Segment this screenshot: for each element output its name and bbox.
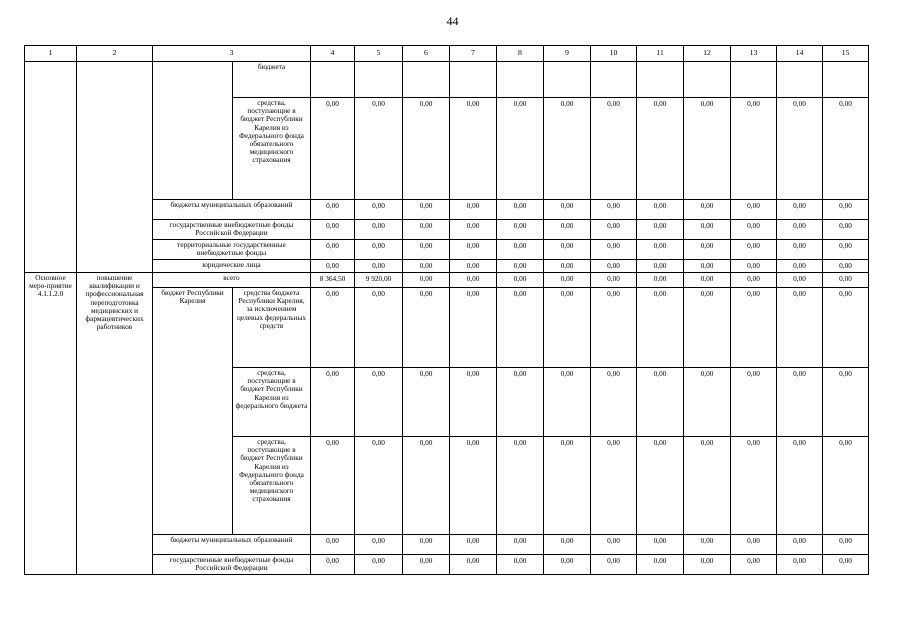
header-cell: 11 bbox=[637, 46, 684, 62]
value-cell: 0,00 bbox=[544, 240, 591, 260]
value-cell: 0,00 bbox=[637, 535, 684, 555]
name-cell: повышение квалификации и профессиональная переподготовка медицинских и фармацевтических работников bbox=[77, 273, 153, 575]
value-cell: 0,00 bbox=[497, 260, 544, 273]
value-cell: 0,00 bbox=[777, 437, 823, 535]
header-cell: 10 bbox=[591, 46, 637, 62]
header-cell: 13 bbox=[731, 46, 777, 62]
value-cell: 0,00 bbox=[637, 288, 684, 368]
value-cell: 0,00 bbox=[731, 260, 777, 273]
value-cell: 0,00 bbox=[450, 200, 497, 220]
value-cell bbox=[450, 62, 497, 98]
value-cell: 0,00 bbox=[355, 240, 403, 260]
value-cell: 0,00 bbox=[497, 98, 544, 200]
value-cell: 0,00 bbox=[403, 368, 450, 437]
header-cell: 15 bbox=[823, 46, 869, 62]
value-cell: 0,00 bbox=[544, 535, 591, 555]
source-cell: всего bbox=[153, 273, 311, 288]
value-cell: 0,00 bbox=[311, 535, 355, 555]
value-cell: 0,00 bbox=[403, 98, 450, 200]
value-cell: 0,00 bbox=[823, 535, 869, 555]
page-number: 44 bbox=[446, 14, 459, 28]
value-cell: 0,00 bbox=[497, 240, 544, 260]
value-cell bbox=[311, 62, 355, 98]
subsource-cell: средства, поступающие в бюджет Республики Карелия из Федерального фонда обязательного медицинского страхования bbox=[233, 98, 311, 200]
subsource-cell: средства, поступающие в бюджет Республики Карелия из федерального бюджета bbox=[233, 368, 311, 437]
value-cell: 0,00 bbox=[355, 368, 403, 437]
value-cell: 0,00 bbox=[450, 260, 497, 273]
value-cell: 0,00 bbox=[684, 288, 731, 368]
value-cell: 0,00 bbox=[450, 437, 497, 535]
value-cell: 0,00 bbox=[684, 273, 731, 288]
source-cell: бюджеты муниципальных образований bbox=[153, 200, 311, 220]
value-cell: 0,00 bbox=[311, 98, 355, 200]
value-cell: 0,00 bbox=[684, 555, 731, 575]
value-cell: 0,00 bbox=[591, 555, 637, 575]
value-cell: 0,00 bbox=[731, 535, 777, 555]
value-cell: 0,00 bbox=[637, 273, 684, 288]
value-cell: 0,00 bbox=[823, 555, 869, 575]
value-cell: 0,00 bbox=[823, 220, 869, 240]
value-cell: 0,00 bbox=[355, 535, 403, 555]
value-cell: 0,00 bbox=[355, 288, 403, 368]
value-cell: 0,00 bbox=[311, 555, 355, 575]
value-cell: 0,00 bbox=[823, 98, 869, 200]
value-cell: 9 920,00 bbox=[355, 273, 403, 288]
value-cell bbox=[403, 62, 450, 98]
value-cell: 0,00 bbox=[403, 288, 450, 368]
value-cell: 0,00 bbox=[591, 368, 637, 437]
source-cell: государственные внебюджетные фонды Российской Федерации bbox=[153, 220, 311, 240]
value-cell: 0,00 bbox=[403, 437, 450, 535]
value-cell: 0,00 bbox=[450, 368, 497, 437]
value-cell: 0,00 bbox=[777, 98, 823, 200]
value-cell: 0,00 bbox=[450, 273, 497, 288]
code-cell bbox=[25, 62, 77, 273]
value-cell: 0,00 bbox=[731, 555, 777, 575]
value-cell: 0,00 bbox=[311, 240, 355, 260]
value-cell: 0,00 bbox=[311, 260, 355, 273]
value-cell: 0,00 bbox=[355, 98, 403, 200]
value-cell: 0,00 bbox=[450, 535, 497, 555]
header-row bbox=[25, 46, 869, 62]
value-cell: 0,00 bbox=[450, 555, 497, 575]
value-cell: 0,00 bbox=[777, 288, 823, 368]
value-cell: 0,00 bbox=[637, 555, 684, 575]
value-cell: 0,00 bbox=[684, 200, 731, 220]
value-cell: 0,00 bbox=[777, 200, 823, 220]
value-cell: 8 364,50 bbox=[311, 273, 355, 288]
value-cell: 0,00 bbox=[403, 240, 450, 260]
value-cell: 0,00 bbox=[591, 260, 637, 273]
header-cell: 7 bbox=[450, 46, 497, 62]
value-cell: 0,00 bbox=[684, 368, 731, 437]
value-cell: 0,00 bbox=[497, 535, 544, 555]
value-cell bbox=[355, 62, 403, 98]
header-cell: 5 bbox=[355, 46, 403, 62]
value-cell: 0,00 bbox=[544, 260, 591, 273]
value-cell: 0,00 bbox=[450, 98, 497, 200]
value-cell: 0,00 bbox=[544, 368, 591, 437]
value-cell: 0,00 bbox=[497, 200, 544, 220]
value-cell: 0,00 bbox=[311, 288, 355, 368]
value-cell: 0,00 bbox=[355, 437, 403, 535]
value-cell: 0,00 bbox=[450, 240, 497, 260]
subsource-cell: средства, поступающие в бюджет Республики Карелия из Федерального фонда обязательного медицинского страхования bbox=[233, 437, 311, 535]
value-cell bbox=[591, 62, 637, 98]
value-cell: 0,00 bbox=[731, 273, 777, 288]
value-cell bbox=[544, 62, 591, 98]
value-cell: 0,00 bbox=[497, 368, 544, 437]
value-cell bbox=[777, 62, 823, 98]
value-cell: 0,00 bbox=[544, 200, 591, 220]
value-cell: 0,00 bbox=[777, 368, 823, 437]
value-cell: 0,00 bbox=[591, 98, 637, 200]
value-cell: 0,00 bbox=[684, 437, 731, 535]
value-cell: 0,00 bbox=[355, 555, 403, 575]
value-cell bbox=[637, 62, 684, 98]
subsource-cell: средства бюджета Республики Карелия, за исключением целевых федеральных средств bbox=[233, 288, 311, 368]
value-cell: 0,00 bbox=[311, 200, 355, 220]
table-row bbox=[25, 273, 869, 288]
value-cell: 0,00 bbox=[637, 437, 684, 535]
header-cell: 12 bbox=[684, 46, 731, 62]
value-cell: 0,00 bbox=[591, 288, 637, 368]
value-cell: 0,00 bbox=[823, 260, 869, 273]
value-cell: 0,00 bbox=[544, 98, 591, 200]
name-cell bbox=[77, 62, 153, 273]
header-cell: 3 bbox=[153, 46, 311, 62]
value-cell: 0,00 bbox=[591, 535, 637, 555]
source-cell: территориальные государственные внебюджетные фонды bbox=[153, 240, 311, 260]
value-cell bbox=[497, 62, 544, 98]
value-cell: 0,00 bbox=[355, 220, 403, 240]
value-cell: 0,00 bbox=[777, 273, 823, 288]
value-cell: 0,00 bbox=[311, 220, 355, 240]
value-cell: 0,00 bbox=[544, 288, 591, 368]
header-cell: 14 bbox=[777, 46, 823, 62]
source-cell: юридические лица bbox=[153, 260, 311, 273]
value-cell: 0,00 bbox=[497, 220, 544, 240]
value-cell: 0,00 bbox=[497, 288, 544, 368]
value-cell: 0,00 bbox=[311, 437, 355, 535]
value-cell: 0,00 bbox=[637, 220, 684, 240]
value-cell: 0,00 bbox=[823, 240, 869, 260]
value-cell: 0,00 bbox=[684, 240, 731, 260]
value-cell: 0,00 bbox=[777, 220, 823, 240]
value-cell: 0,00 bbox=[684, 260, 731, 273]
value-cell: 0,00 bbox=[591, 200, 637, 220]
value-cell: 0,00 bbox=[403, 535, 450, 555]
value-cell: 0,00 bbox=[637, 200, 684, 220]
header-cell: 1 bbox=[25, 46, 77, 62]
value-cell: 0,00 bbox=[591, 240, 637, 260]
value-cell: 0,00 bbox=[777, 260, 823, 273]
value-cell: 0,00 bbox=[544, 273, 591, 288]
value-cell: 0,00 bbox=[403, 555, 450, 575]
value-cell: 0,00 bbox=[823, 437, 869, 535]
value-cell: 0,00 bbox=[591, 437, 637, 535]
value-cell: 0,00 bbox=[591, 273, 637, 288]
value-cell bbox=[731, 62, 777, 98]
header-cell: 9 bbox=[544, 46, 591, 62]
value-cell: 0,00 bbox=[403, 200, 450, 220]
budget-table bbox=[24, 45, 869, 575]
subsource-cell: бюджета bbox=[233, 62, 311, 98]
source-cell: бюджет Республики Карелия bbox=[153, 288, 233, 535]
value-cell: 0,00 bbox=[497, 273, 544, 288]
value-cell: 0,00 bbox=[403, 220, 450, 240]
value-cell: 0,00 bbox=[450, 220, 497, 240]
code-cell: Основное меро-приятие 4.1.1.2.0 bbox=[25, 273, 77, 575]
value-cell: 0,00 bbox=[684, 98, 731, 200]
source-cell: государственные внебюджетные фонды Российской Федерации bbox=[153, 555, 311, 575]
value-cell: 0,00 bbox=[403, 273, 450, 288]
value-cell: 0,00 bbox=[777, 555, 823, 575]
table-row bbox=[25, 62, 869, 98]
value-cell: 0,00 bbox=[450, 288, 497, 368]
value-cell: 0,00 bbox=[637, 260, 684, 273]
value-cell: 0,00 bbox=[591, 220, 637, 240]
value-cell: 0,00 bbox=[637, 368, 684, 437]
value-cell: 0,00 bbox=[731, 437, 777, 535]
value-cell: 0,00 bbox=[823, 273, 869, 288]
value-cell: 0,00 bbox=[731, 200, 777, 220]
value-cell: 0,00 bbox=[777, 240, 823, 260]
header-cell: 4 bbox=[311, 46, 355, 62]
value-cell: 0,00 bbox=[823, 288, 869, 368]
value-cell bbox=[823, 62, 869, 98]
value-cell: 0,00 bbox=[731, 240, 777, 260]
value-cell: 0,00 bbox=[403, 260, 450, 273]
value-cell: 0,00 bbox=[355, 200, 403, 220]
source-cell: бюджеты муниципальных образований bbox=[153, 535, 311, 555]
value-cell: 0,00 bbox=[823, 200, 869, 220]
value-cell: 0,00 bbox=[544, 555, 591, 575]
value-cell: 0,00 bbox=[311, 368, 355, 437]
value-cell: 0,00 bbox=[777, 535, 823, 555]
value-cell: 0,00 bbox=[684, 220, 731, 240]
header-cell: 8 bbox=[497, 46, 544, 62]
value-cell: 0,00 bbox=[497, 437, 544, 535]
value-cell: 0,00 bbox=[544, 220, 591, 240]
value-cell bbox=[684, 62, 731, 98]
value-cell: 0,00 bbox=[355, 260, 403, 273]
value-cell: 0,00 bbox=[823, 368, 869, 437]
value-cell: 0,00 bbox=[731, 220, 777, 240]
value-cell: 0,00 bbox=[497, 555, 544, 575]
header-cell: 6 bbox=[403, 46, 450, 62]
source-cell bbox=[153, 62, 233, 200]
value-cell: 0,00 bbox=[731, 98, 777, 200]
value-cell: 0,00 bbox=[637, 98, 684, 200]
value-cell: 0,00 bbox=[731, 368, 777, 437]
value-cell: 0,00 bbox=[544, 437, 591, 535]
header-cell: 2 bbox=[77, 46, 153, 62]
value-cell: 0,00 bbox=[637, 240, 684, 260]
value-cell: 0,00 bbox=[731, 288, 777, 368]
value-cell: 0,00 bbox=[684, 535, 731, 555]
